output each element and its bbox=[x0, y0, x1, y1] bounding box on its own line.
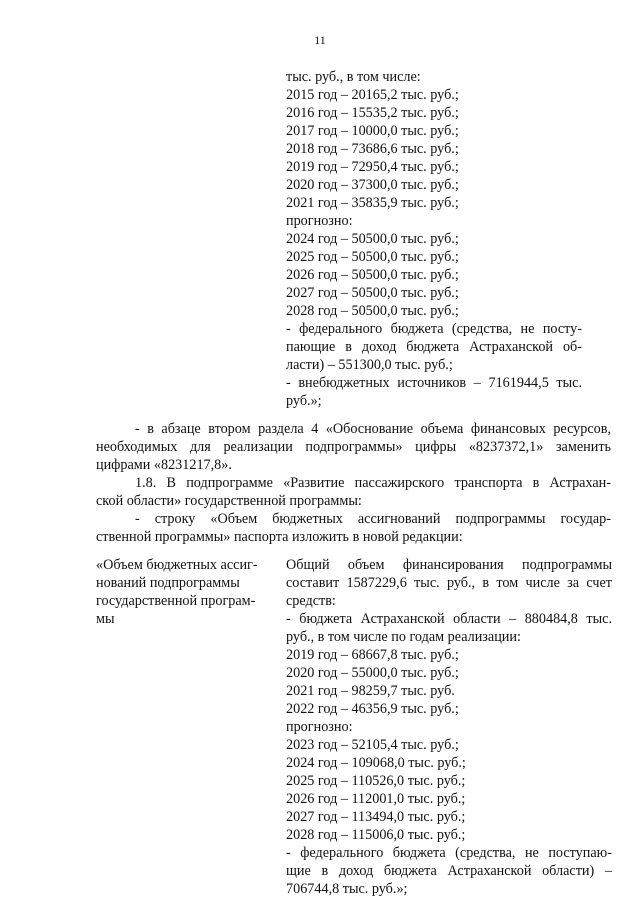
row-value-line: 2020 год – 55000,0 тыс. руб.; bbox=[286, 665, 459, 681]
paragraph-line: 1.8. В подпрограмме «Развитие пассажирского транспорта в Астрахан- bbox=[135, 475, 611, 491]
text-line: - внебюджетных источников – 7161944,5 тыс. bbox=[286, 375, 582, 391]
row-value-line: 706744,8 тыс. руб.»; bbox=[286, 881, 408, 897]
row-value-line: 2028 год – 115006,0 тыс. руб.; bbox=[286, 827, 466, 843]
row-value-line: составит 1587229,6 тыс. руб., в том числе за счет bbox=[286, 575, 612, 591]
row-label-line: мы bbox=[96, 611, 115, 627]
row-value-line: 2027 год – 113494,0 тыс. руб.; bbox=[286, 809, 466, 825]
text-line: тыс. руб., в том числе: bbox=[286, 69, 421, 85]
row-value-line: 2019 год – 68667,8 тыс. руб.; bbox=[286, 647, 459, 663]
text-line: ласти) – 551300,0 тыс. руб.; bbox=[286, 357, 453, 373]
row-value-line: средств: bbox=[286, 593, 336, 609]
paragraph-line: цифрами «8231217,8». bbox=[96, 457, 232, 473]
text-line: руб.»; bbox=[286, 393, 322, 409]
text-line: 2018 год – 73686,6 тыс. руб.; bbox=[286, 141, 459, 157]
text-line: 2025 год – 50500,0 тыс. руб.; bbox=[286, 249, 459, 265]
text-line: 2015 год – 20165,2 тыс. руб.; bbox=[286, 87, 459, 103]
text-line: 2024 год – 50500,0 тыс. руб.; bbox=[286, 231, 459, 247]
text-line: прогнозно: bbox=[286, 213, 353, 229]
text-line: 2027 год – 50500,0 тыс. руб.; bbox=[286, 285, 459, 301]
row-value-line: Общий объем финансирования подпрограммы bbox=[286, 557, 612, 573]
text-line: 2017 год – 10000,0 тыс. руб.; bbox=[286, 123, 459, 139]
paragraph-line: - в абзаце втором раздела 4 «Обоснование объема финансовых ресурсов, bbox=[135, 421, 611, 437]
text-line: 2026 год – 50500,0 тыс. руб.; bbox=[286, 267, 459, 283]
row-value-line: 2021 год – 98259,7 тыс. руб. bbox=[286, 683, 455, 699]
text-line: 2028 год – 50500,0 тыс. руб.; bbox=[286, 303, 459, 319]
paragraph-line: ственной программы» паспорта изложить в новой редакции: bbox=[96, 529, 463, 545]
page-number: 11 bbox=[314, 33, 326, 47]
row-value-line: 2024 год – 109068,0 тыс. руб.; bbox=[286, 755, 466, 771]
text-line: - федерального бюджета (средства, не посту- bbox=[286, 321, 582, 337]
row-value-line: 2026 год – 112001,0 тыс. руб.; bbox=[286, 791, 466, 807]
row-value-line: 2025 год – 110526,0 тыс. руб.; bbox=[286, 773, 466, 789]
text-line: 2020 год – 37300,0 тыс. руб.; bbox=[286, 177, 459, 193]
text-line: 2019 год – 72950,4 тыс. руб.; bbox=[286, 159, 459, 175]
paragraph-line: - строку «Объем бюджетных ассигнований подпрограммы государ- bbox=[135, 511, 611, 527]
paragraph-line: ской области» государственной программы: bbox=[96, 493, 362, 509]
row-value-line: - бюджета Астраханской области – 880484,8 тыс. bbox=[286, 611, 612, 627]
text-line: пающие в доход бюджета Астраханской об- bbox=[286, 339, 582, 355]
row-label-line: государственной програм- bbox=[96, 593, 256, 609]
row-value-line: прогнозно: bbox=[286, 719, 353, 735]
text-line: 2016 год – 15535,2 тыс. руб.; bbox=[286, 105, 459, 121]
paragraph-line: необходимых для реализации подпрограммы» цифры «8237372,1» заменить bbox=[96, 439, 611, 455]
row-value-line: щие в доход бюджета Астраханской области) – bbox=[286, 863, 612, 879]
row-label-line: нований подпрограммы bbox=[96, 575, 240, 591]
row-value-line: - федерального бюджета (средства, не поступаю- bbox=[286, 845, 612, 861]
row-value-line: 2022 год – 46356,9 тыс. руб.; bbox=[286, 701, 459, 717]
row-value-line: руб., в том числе по годам реализации: bbox=[286, 629, 521, 645]
row-value-line: 2023 год – 52105,4 тыс. руб.; bbox=[286, 737, 459, 753]
text-line: 2021 год – 35835,9 тыс. руб.; bbox=[286, 195, 459, 211]
row-label-line: «Объем бюджетных ассиг- bbox=[96, 557, 258, 573]
